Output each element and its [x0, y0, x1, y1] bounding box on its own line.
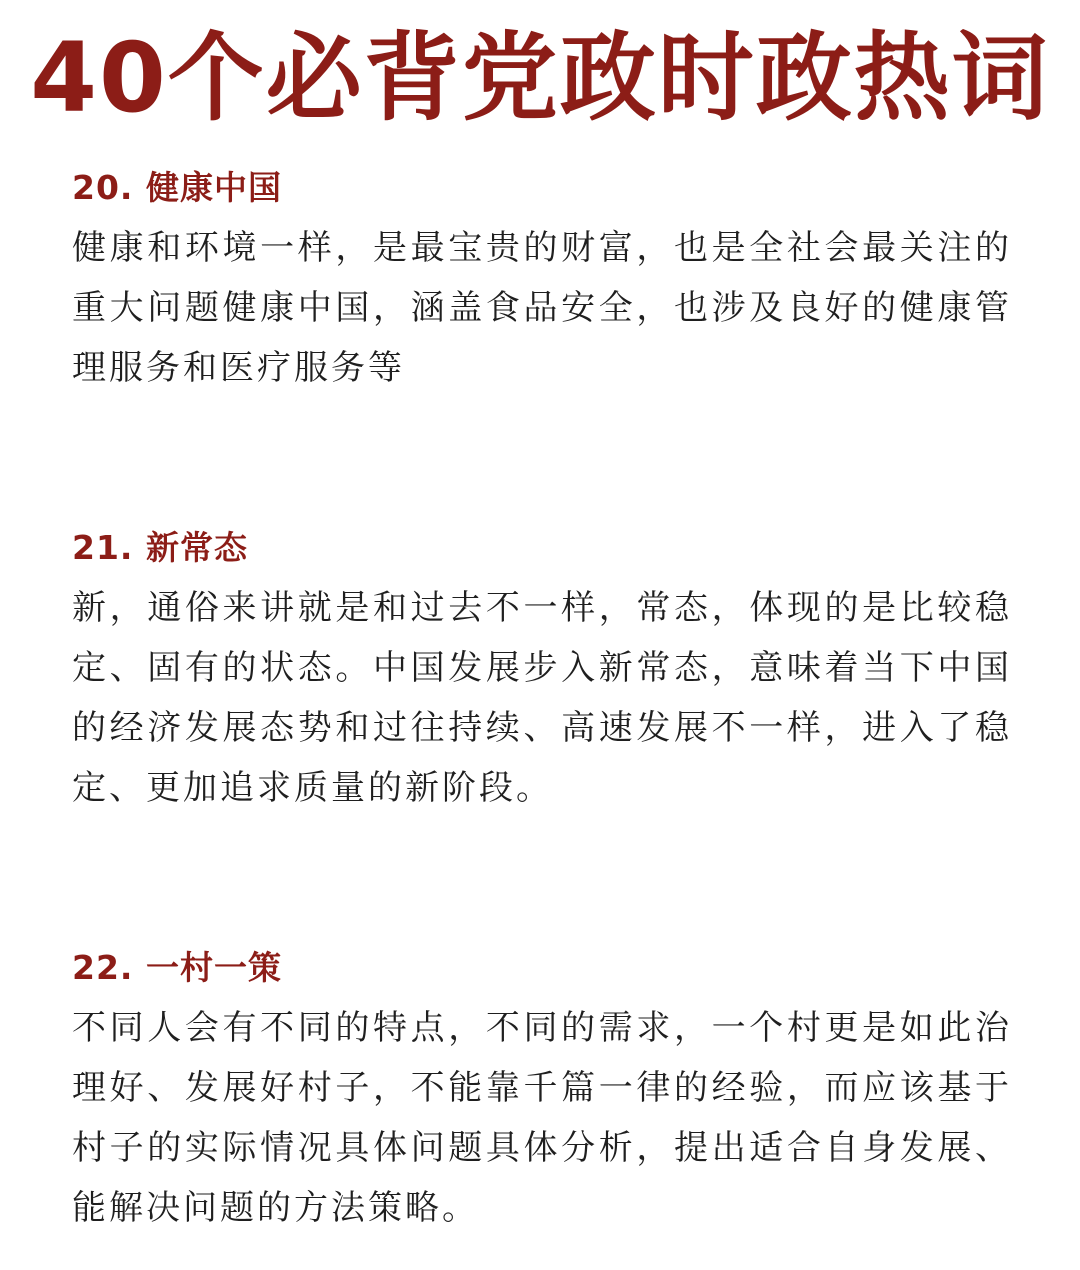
section-health-china — [72, 158, 1012, 398]
section-body: 不同人会有不同的特点，不同的需求，一个村更是如此治理好、发展好村子，不能靠千篇一律的经验，而应该基于村子的实际情况具体问题具体分析，提出适合自身发展、能解决问题的方法策略。 — [72, 1008, 1012, 1228]
section-spacer — [72, 818, 1012, 938]
section-heading: 22. 一村一策 — [72, 948, 282, 987]
section-heading: 20. 健康中国 — [72, 168, 282, 207]
section-body: 健康和环境一样，是最宝贵的财富，也是全社会最关注的重大问题健康中国，涵盖食品安全，也涉及良好的健康管理服务和医疗服务等 — [72, 228, 1012, 388]
article-content — [72, 158, 1012, 1238]
section-heading: 21. 新常态 — [72, 528, 248, 567]
section-one-village-one-policy — [72, 938, 1012, 1238]
section-body: 新，通俗来讲就是和过去不一样，常态，体现的是比较稳定、固有的状态。中国发展步入新常态，意味着当下中国的经济发展态势和过往持续、高速发展不一样，进入了稳定、更加追求质量的新阶段。 — [72, 588, 1012, 808]
section-new-normal — [72, 518, 1012, 818]
page-title: 40个必背党政时政热词 — [30, 22, 1050, 134]
section-spacer — [72, 398, 1012, 518]
